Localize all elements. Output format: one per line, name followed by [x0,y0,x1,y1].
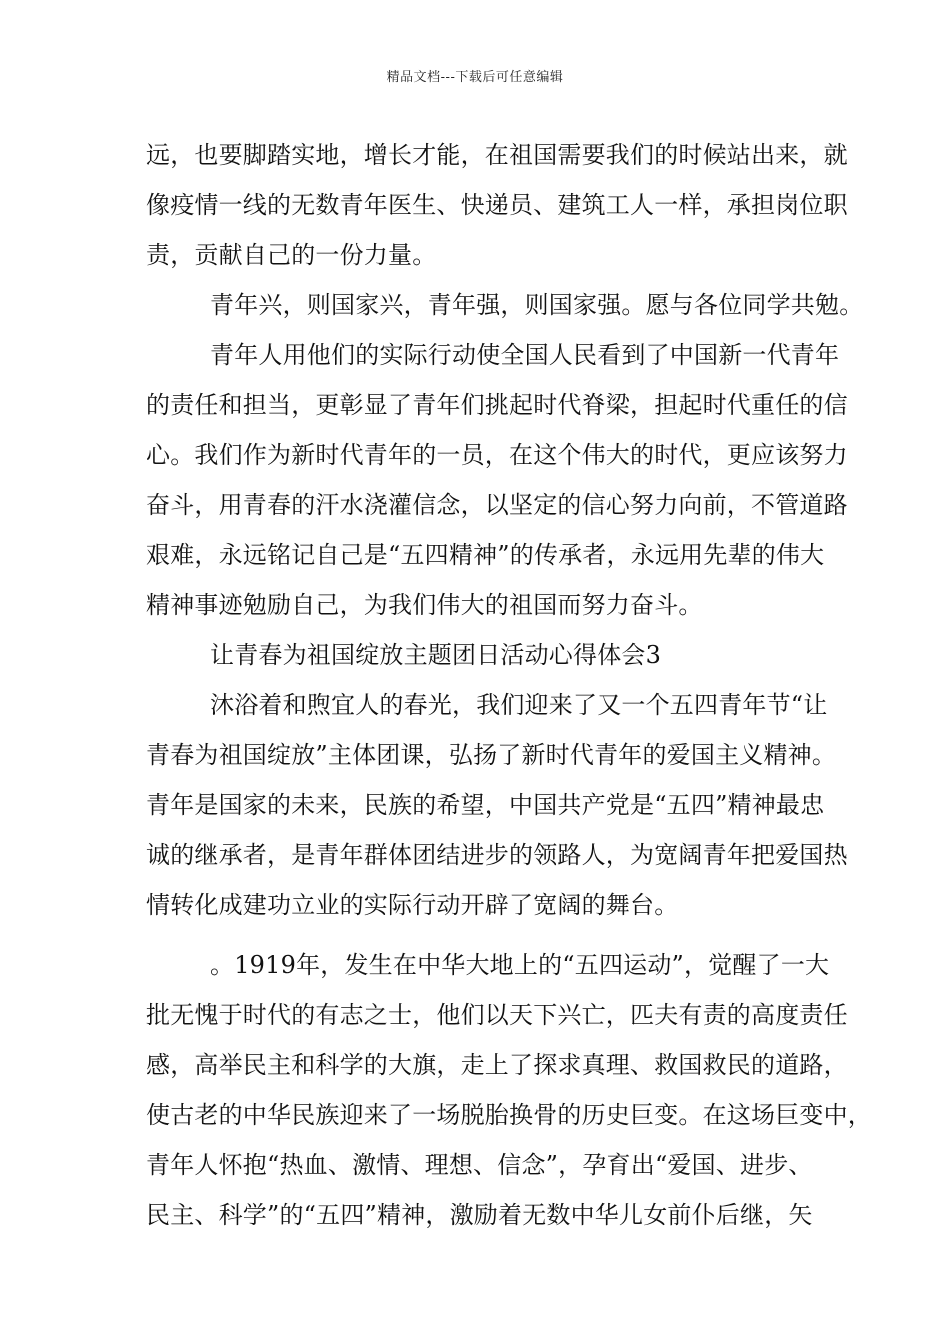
paragraph-gap [146,930,836,940]
text-line: 责，贡献自己的一份力量。 [146,241,437,269]
paragraph [146,130,848,280]
text-line: 。1919年，发生在中华大地上的“五四运动”，觉醒了一大 [210,951,830,979]
paragraph [146,280,864,330]
paragraph [146,680,848,930]
body-text [146,130,872,1240]
text-line: 沐浴着和煦宜人的春光，我们迎来了又一个五四青年节“让 [210,691,828,719]
text-line: 远，也要脚踏实地，增长才能，在祖国需要我们的时候站出来，就 [146,141,848,169]
paragraph [146,630,836,680]
text-line: 让青春为祖国绽放主题团日活动心得体会3 [210,641,662,669]
text-line: 诚的继承者，是青年群体团结进步的领路人，为宽阔青年把爱国热 [146,841,848,869]
text-line: 使古老的中华民族迎来了一场脱胎换骨的历史巨变。在这场巨变中， [146,1101,872,1129]
text-line: 的责任和担当，更彰显了青年们挑起时代脊梁，担起时代重任的信 [146,391,848,419]
paragraph [146,940,872,1240]
text-line: 心。我们作为新时代青年的一员，在这个伟大的时代，更应该努力 [146,441,848,469]
text-line: 青年人用他们的实际行动使全国人民看到了中国新一代青年 [210,341,840,369]
paragraph [146,330,848,630]
text-line: 民主、科学”的“五四”精神，激励着无数中华儿女前仆后继，矢 [146,1201,813,1229]
text-line: 青年是国家的未来，民族的希望，中国共产党是“五四”精神最忠 [146,791,825,819]
text-line: 情转化成建功立业的实际行动开辟了宽阔的舞台。 [146,891,679,919]
text-line: 奋斗，用青春的汗水浇灌信念，以坚定的信心努力向前，不管道路 [146,491,848,519]
text-line: 青年兴，则国家兴，青年强，则国家强。愿与各位同学共勉。 [210,291,864,319]
text-line: 精神事迹勉励自己，为我们伟大的祖国而努力奋斗。 [146,591,703,619]
text-line: 感，高举民主和科学的大旗，走上了探求真理、救国救民的道路， [146,1051,848,1079]
page-header: 精品文档---下载后可任意编辑 [386,70,564,85]
text-line: 艰难，永远铭记自己是“五四精神”的传承者，永远用先辈的伟大 [146,541,825,569]
text-line: 像疫情一线的无数青年医生、快递员、建筑工人一样，承担岗位职 [146,191,848,219]
text-line: 批无愧于时代的有志之士，他们以天下兴亡，匹夫有责的高度责任 [146,1001,848,1029]
text-line: 青春为祖国绽放”主体团课，弘扬了新时代青年的爱国主义精神。 [146,741,837,769]
text-line: 青年人怀抱“热血、激情、理想、信念”，孕育出“爱国、进步、 [146,1151,813,1179]
